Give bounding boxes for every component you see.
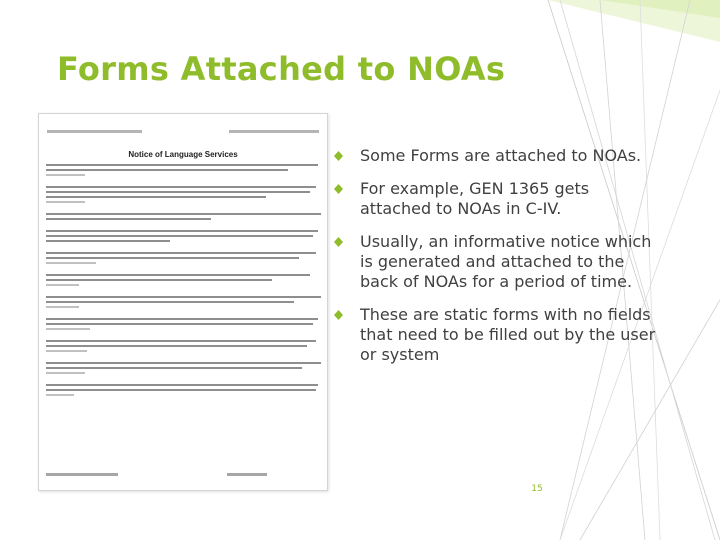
page-number: 15 [531,484,543,494]
diamond-icon [334,237,343,247]
slide-title: Forms Attached to NOAs [57,50,506,88]
notice-of-language-services-image [38,113,328,491]
diamond-icon [334,151,343,161]
bullet-item [334,305,664,365]
diamond-icon [334,310,343,320]
bullet-text: Some Forms are attached to NOAs. [360,146,642,165]
doc-header-lines [47,130,319,133]
bullet-text: For example, GEN 1365 gets attached to NOAs in C-IV. [360,179,590,218]
diamond-icon [334,184,343,194]
bullet-text: Usually, an informative notice which is generated and attached to the back of NOAs for a period of time. [360,232,652,291]
bullet-list [334,146,664,378]
bullet-item [334,146,664,166]
bullet-item [334,232,664,292]
doc-heading: Notice of Language Services [128,150,238,159]
doc-footer-lines [46,473,267,476]
bullet-text: These are static forms with no fields that need to be filled out by the user or system [360,305,656,364]
doc-body-lines [46,164,321,399]
bullet-item [334,179,664,219]
